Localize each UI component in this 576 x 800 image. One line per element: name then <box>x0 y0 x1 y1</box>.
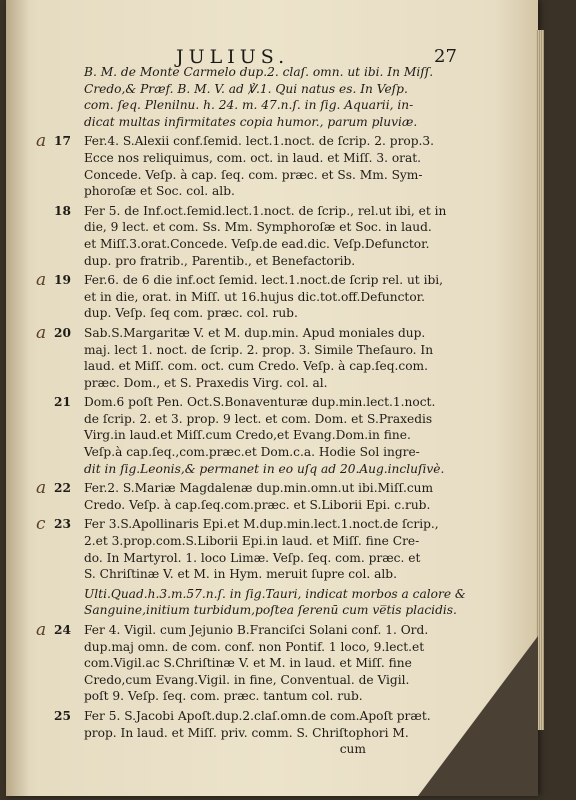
day-number: 19 <box>54 273 71 288</box>
day-entry-19 <box>36 270 476 322</box>
folded-corner <box>418 636 538 796</box>
handwritten-mark: a <box>36 620 47 640</box>
day-number: 23 <box>54 517 71 532</box>
day-number: 24 <box>54 623 71 637</box>
text-line: Fer 5. S.Jacobi Apoſt.dup.2.claſ.omn.de com.Apoſt præt. <box>84 708 431 723</box>
day-entry-22 <box>36 478 476 513</box>
day-entry-23 <box>36 514 476 582</box>
calendar-text <box>36 64 476 761</box>
day-entry-21 <box>46 394 476 477</box>
page-edge <box>536 30 544 730</box>
day-entry-20 <box>36 322 476 391</box>
day-entry-17 <box>36 131 476 199</box>
text-line: Ecce nos reliquimus, com. oct. in laud. et Miſſ. 3. orat. <box>84 150 422 165</box>
text-line: phoroſæ et Soc. col. alb. <box>84 184 235 199</box>
text-line: Fer 4. Vigil. cum Jejunio B.Franciſci Solani conf. 1. Ord. <box>84 623 429 637</box>
handwritten-mark: a <box>36 270 47 291</box>
handwritten-mark: a <box>36 322 47 343</box>
text-line: laud. et Miſſ. com. oct. cum Credo. Veſp. à cap.ſeq.com. <box>84 359 428 374</box>
text-line: Sanguine,initium turbidum,poſtea ſerenū cum ve̅tis placidis. <box>84 603 457 618</box>
text-line: Credo. Veſp. à cap.ſeq.com.præc. et S.Liborii Epi. c.rub. <box>84 497 431 512</box>
text-line: com.Vigil.ac S.Chriſtinæ V. et M. in laud. et Miſſ. fine <box>84 656 412 671</box>
day-entry-18 <box>46 203 476 269</box>
text-line: Dom.6 poſt Pen. Oct.S.Bonaventuræ dup.min.lect.1.noct. <box>84 395 436 410</box>
handwritten-mark: a <box>36 478 47 499</box>
day-number: 25 <box>54 708 71 723</box>
book-page <box>6 0 538 796</box>
text-line: die, 9 lect. et com. Ss. Mm. Symphoroſæ et Soc. in laud. <box>84 220 432 235</box>
day-entry-24 <box>36 620 476 705</box>
text-line: Credo,cum Evang.Vigil. in fine, Conventual. de Vigil. <box>84 672 410 687</box>
text-line: Fer 3.S.Apollinaris Epi.et M.dup.min.lect.1.noct.de ſcrip., <box>84 517 439 532</box>
text-line: et in die, orat. in Miſſ. ut 16.hujus dic.tot.off.Defunctor. <box>84 289 426 304</box>
text-line: Veſp.à cap.ſeq.,com.præc.et Dom.c.a. Hodie Sol ingre- <box>84 445 420 460</box>
day-entry-25 <box>46 708 476 758</box>
page-gutter <box>6 0 28 796</box>
text-line: B. M. de Monte Carmelo dup.2. claſ. omn. ut ibi. In Miſſ. <box>84 65 434 79</box>
text-line: Fer 5. de Inf.oct.ſemid.lect.1.noct. de ſcrip., rel.ut ibi, et in <box>84 203 447 218</box>
day-number: 21 <box>54 395 71 410</box>
text-line: 2.et 3.prop.com.S.Liborii Epi.in laud. et Miſſ. fine Cre- <box>84 534 420 549</box>
text-line: Fer.2. S.Mariæ Magdalenæ dup.min.omn.ut ibi.Miſſ.cum <box>84 481 434 496</box>
text-line: poſt 9. Veſp. ſeq. com. præc. tantum col. rub. <box>84 689 363 704</box>
text-line: Concede. Veſp. à cap. ſeq. com. præc. et Ss. Mm. Sym- <box>84 167 423 182</box>
day-number: 18 <box>54 203 71 218</box>
text-line: dup. pro fratrib., Parentib., et Benefactorib. <box>84 253 356 268</box>
intro-paragraph <box>46 64 476 130</box>
text-line: Credo,& Præf. B. M. V. ad ℣.1. Qui natus es. In Veſp. <box>84 81 408 96</box>
moon-phase-note <box>46 586 476 619</box>
text-line: S. Chriſtinæ V. et M. in Hym. meruit ſupre col. alb. <box>84 567 397 582</box>
day-number: 17 <box>54 134 71 149</box>
day-number: 20 <box>54 325 71 340</box>
catchword: cum <box>84 742 366 757</box>
text-line: do. In Martyrol. 1. loco Limæ. Veſp. ſeq. com. præc. et <box>84 550 421 565</box>
text-line: Sab.S.Margaritæ V. et M. dup.min. Apud moniales dup. <box>84 325 426 340</box>
text-line: dicat multas infirmitates copia humor., parum pluviæ. <box>84 114 418 129</box>
text-line: dit in ſig.Leonis,& permanet in eo uſq ad 20.Aug.incluſivè. <box>84 461 445 476</box>
text-line: et Miſſ.3.orat.Concede. Veſp.de ead.dic. Veſp.Defunctor. <box>84 236 430 251</box>
day-number: 22 <box>54 481 71 496</box>
text-line: Virg.in laud.et Miſſ.cum Credo,et Evang.Dom.in fine. <box>84 428 411 443</box>
text-line: de ſcrip. 2. et 3. prop. 9 lect. et com. Dom. et S.Praxedis <box>84 411 433 426</box>
text-line: præc. Dom., et S. Praxedis Virg. col. al. <box>84 375 328 390</box>
text-line: Ulti.Quad.h.3.m.57.n.ſ. in ſig.Tauri, indicat morbos a calore & <box>84 586 466 601</box>
running-title: JULIUS. <box>176 46 290 68</box>
text-line: com. ſeq. Plenilnu. h. 24. m. 47.n.ſ. in ſig. Aquarii, in- <box>84 98 414 113</box>
text-line: Fer.4. S.Alexii conf.ſemid. lect.1.noct. de ſcrip. 2. prop.3. <box>84 134 435 149</box>
text-line: Fer.6. de 6 die inf.oct ſemid. lect.1.noct.de ſcrip rel. ut ibi, <box>84 273 444 288</box>
text-line: dup. Veſp. ſeq com. præc. col. rub. <box>84 306 298 321</box>
text-line: dup.maj omn. de com. conf. non Pontif. 1 loco, 9.lect.et <box>84 639 425 654</box>
handwritten-mark: a <box>36 131 47 152</box>
page-number: 27 <box>434 46 457 67</box>
text-line: prop. In laud. et Miſſ. priv. comm. S. Chriſtophori M. <box>84 725 409 740</box>
handwritten-mark: c <box>36 514 46 535</box>
text-line: maj. lect 1. noct. de ſcrip. 2. prop. 3. Simile Theſauro. In <box>84 342 434 357</box>
